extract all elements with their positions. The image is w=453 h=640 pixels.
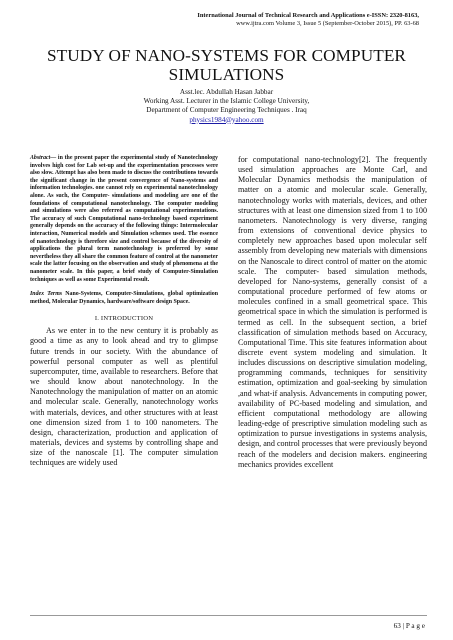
introduction-paragraph: As we enter in to the new century it is probably as good a time as any to look ahead and try to glimpse future trends in our society. With the abundance of powerful personal computer as well as plentiful supercomputer, time, available to researchers. Before that we should know about nanotechnology. In the Nanotechnology the manipulation of matter on an atomic and molecular scale. Generally, nanotechnology works with materials, devices, and other structures with at least one dimension sized from 1 to 100 nanometers. The design, characterization, production and application of materials, devices and systems by controlling shape and size of the nanoscale [1]. The computer simulation techniques are widely used: [30, 326, 218, 468]
abstract-lead: Abstract—: [30, 155, 57, 161]
index-terms-text: Nano-Systems, Computer-Simulations, global optimization method, Molecular Dynamics, hardware/software design Space.: [30, 291, 218, 305]
section-heading-introduction: I. INTRODUCTION: [94, 315, 154, 323]
author-affiliation-1: Working Asst. Lecturer in the Islamic College University,: [143, 97, 310, 106]
journal-name: International Journal of Technical Research and Applications e-ISSN: 2320-8163,: [197, 12, 419, 19]
left-column: [30, 155, 218, 468]
abstract-text: in the present paper the experimental study of Nanotechnology involves high cost for Lab set-up and the experimentation processes were also slow. Attempt has also been made to discuss the contributions towards the significant change in the present convergence of Nano-systems and information technologies. one cannot rely on experimental nanotechnology alone. As such, the Computer- simulations and modeling are one of the foundations of computational nanotechnology. The computer modeling and simulations were also referred as computational experimentations. The accuracy of such Computational nano-technology based experiment generally depends on the accuracy of the following things: Intermolecular interaction, Numerical models and Simulation schemes used. The essence of nanotechnology is therefore size and control because of the diversity of applications the plural term nanotechnology is preferred by some nevertheless they all share the common feature of control at the nanometer scale the latter focusing on the observation and study of phenomena at the nanometer scale. In this paper, a brief study of Computer-Simulation techniques as well as some Experimental result.: [30, 155, 218, 283]
introduction-continued-paragraph: for computational nano-technology[2]. The frequently used simulation approaches are Monte Carl, and Molecular Dynamics methodsis the manipulation of matter on a atomic and molecular scale. Generally, nanotechnology works with materials, devices, and other structures with at least one dimension sized from 1 to 100 nanometers. Nanotechnology is very diverse, ranging from extensions of conventional device physics to completely new approaches based upon molecular self assembly from developing new materials with dimensions on the Nanoscale to direct control of matter on the atomic scale. The computer- based simulation methods, developed for Nano-systems, generally consist of a computational procedure performed of few atoms or molecules confined in a small geometrical space. This geometrical space in which the simulation is performed is termed as cell. In the subsequent section, a brief classification of simulation methods based on Accuracy, Computational Time. This site features information about discrete event system modeling and simulation. It includes discussions on descriptive simulation modeling, programming commands, techniques for sensitivity estimation, optimization and goal-seeking by simulation ,and what-if analysis. Advancements in computing power, availability of PC-based modeling and simulation, and efficient computational methodology are allowing leading-edge of prescriptive simulation modeling such as optimization to pursue investigations in systems analysis, design, and control processes that were previously beyond reach of the modelers and decision makers. engineering mechanics provides excellent: [238, 155, 427, 469]
page-number: 63 | P a g e: [393, 622, 425, 630]
paper-title: STUDY OF NANO-SYSTEMS FOR COMPUTER SIMULATIONS: [47, 46, 406, 84]
author-block: [60, 88, 393, 125]
author-affiliation-2: Department of Computer Engineering Techniques . Iraq: [146, 106, 307, 115]
author-name: Asst.lec. Abdullah Hasan Jabbar: [179, 88, 274, 96]
footer-divider: [30, 615, 427, 616]
index-terms-lead: Index Terms: [30, 291, 63, 298]
journal-volume: www.ijtra.com Volume 3, Issue 5 (September-October 2015), PP. 63-68: [236, 20, 419, 27]
abstract: [30, 155, 218, 284]
journal-header: [89, 12, 419, 28]
author-email-link[interactable]: physics1984@yahoo.com: [189, 115, 264, 124]
right-column: [238, 155, 427, 470]
index-terms: [30, 291, 218, 306]
